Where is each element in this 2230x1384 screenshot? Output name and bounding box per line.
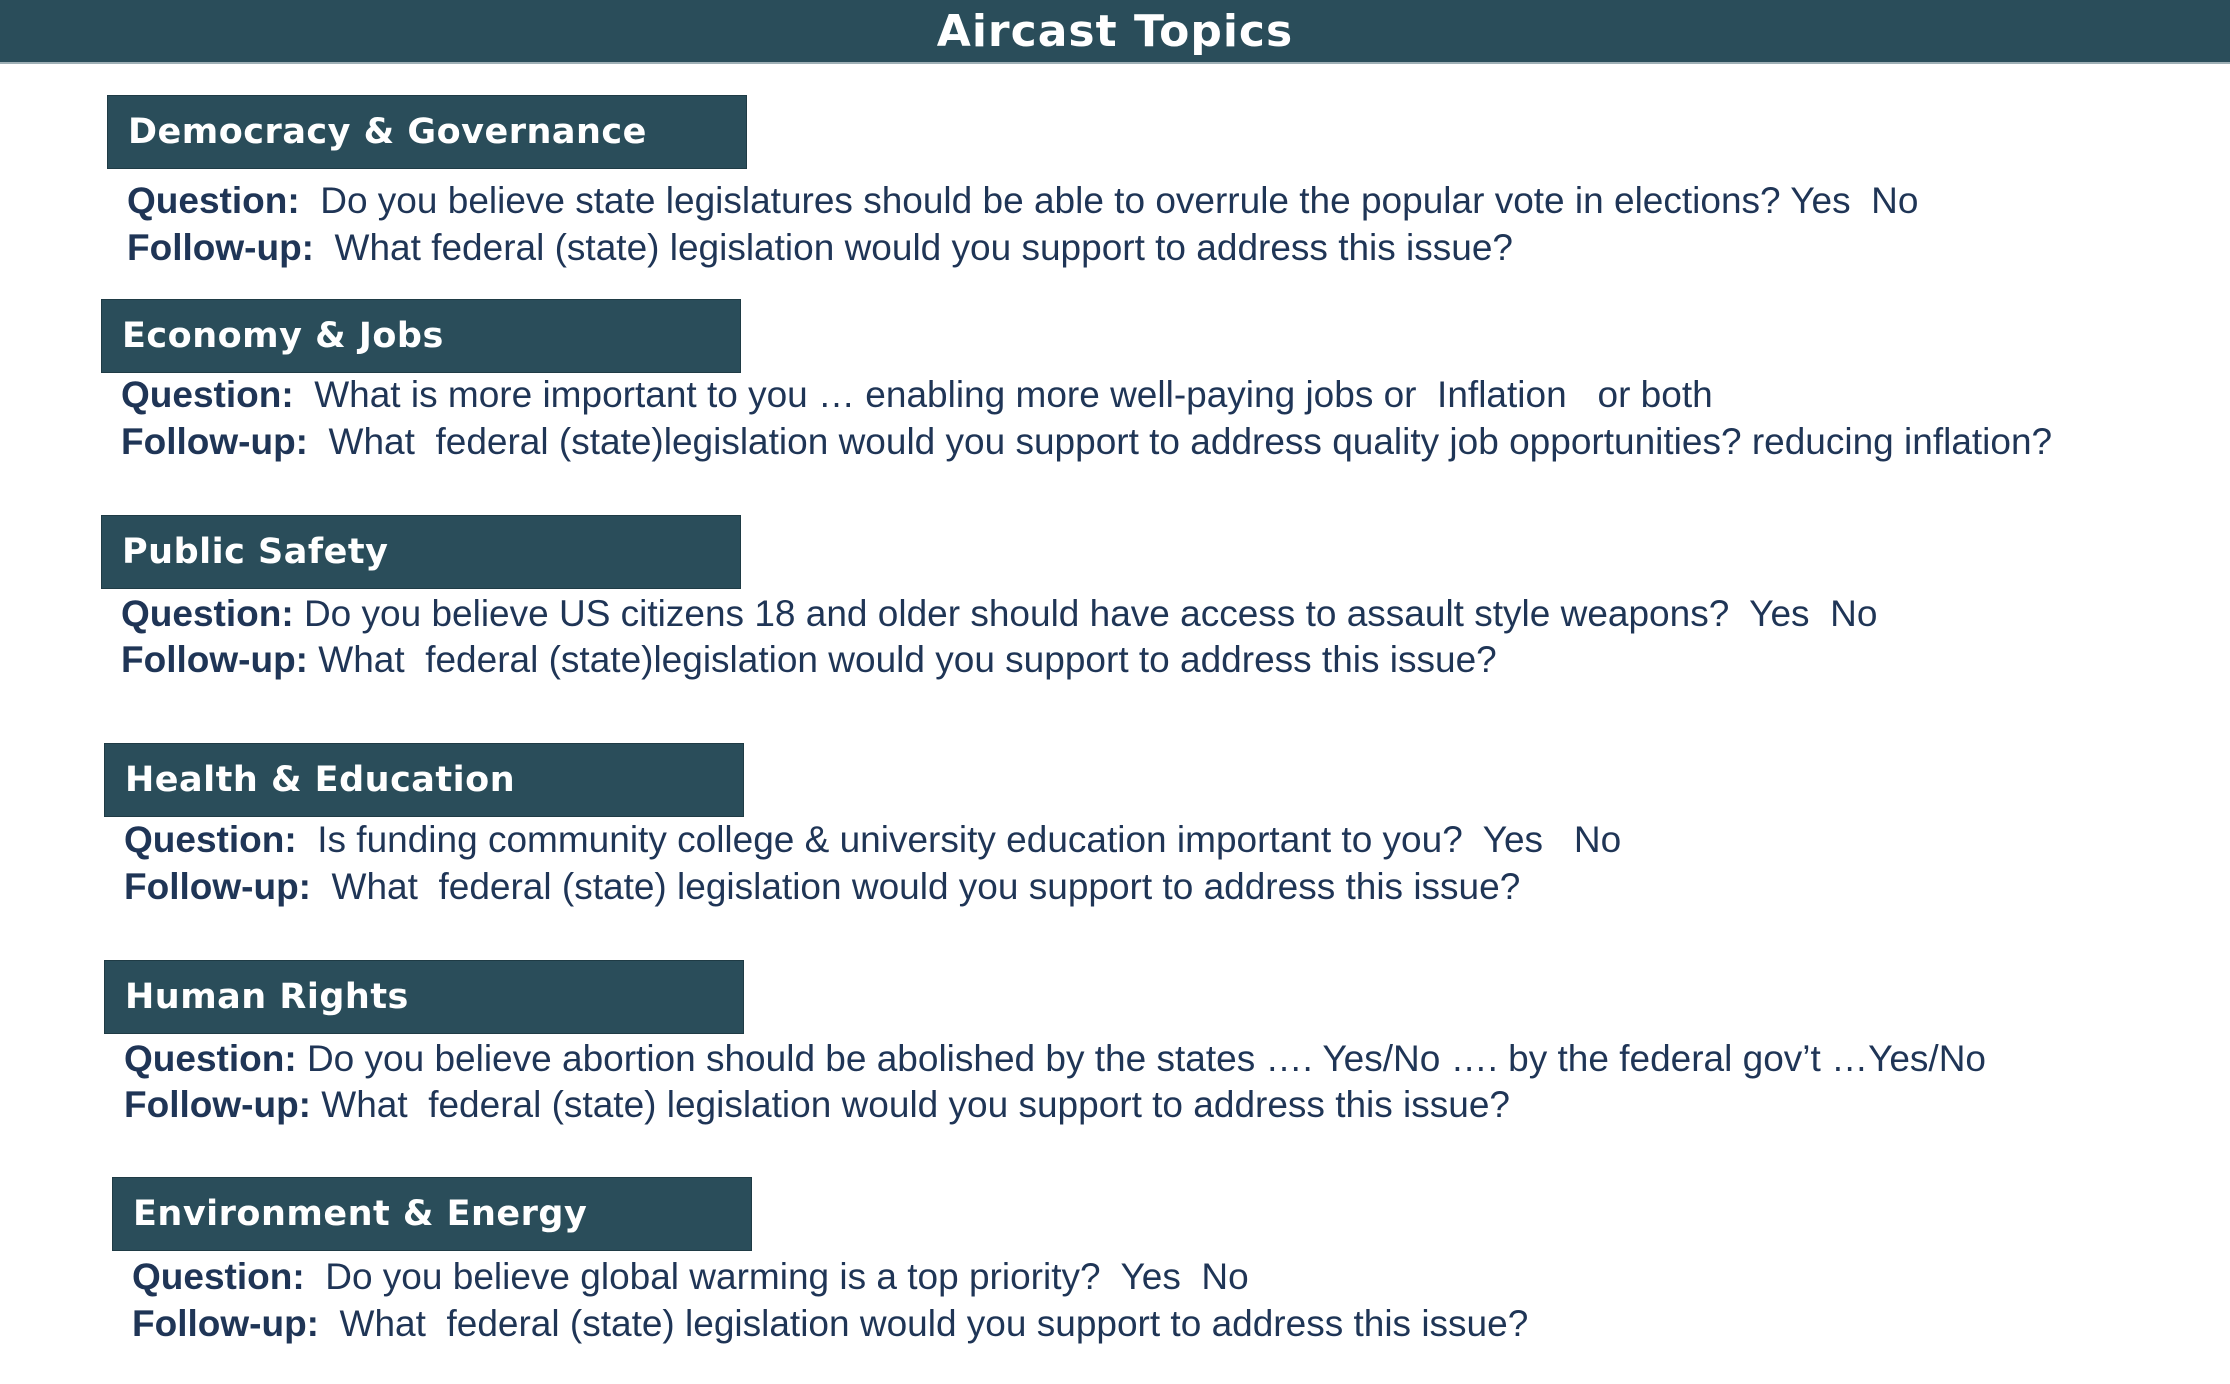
topic-header — [112, 1177, 752, 1251]
question-text: Is funding community college & university education important to you? Yes No — [296, 819, 1622, 860]
topic-heading: Environment & Energy — [133, 1194, 588, 1234]
topic-section-health-education — [104, 743, 744, 817]
topic-section-human-rights — [104, 960, 744, 1034]
followup-label: Follow-up: — [124, 866, 311, 907]
question-label: Question: — [124, 819, 297, 860]
question-text: What is more important to you … enabling more well-paying jobs or Inflation or both — [293, 374, 1713, 415]
followup-line — [121, 420, 2052, 464]
question-line — [124, 818, 1621, 862]
question-label: Question: — [124, 1038, 297, 1079]
followup-line — [124, 865, 1520, 909]
topic-header — [101, 515, 741, 589]
question-label: Question: — [121, 593, 294, 634]
followup-text: What federal (state) legislation would you support to address this issue? — [319, 1303, 1529, 1344]
followup-text: What federal (state) legislation would you support to address this issue? — [311, 1084, 1511, 1125]
question-line — [127, 179, 1918, 223]
question-label: Question: — [121, 374, 294, 415]
question-text: Do you believe global warming is a top priority? Yes No — [304, 1256, 1249, 1297]
page-title: Aircast Topics — [936, 5, 1294, 57]
followup-line — [124, 1083, 1510, 1127]
question-text: Do you believe state legislatures should be able to overrule the popular vote in elections? Yes No — [299, 180, 1919, 221]
followup-text: What federal (state)legislation would you support to address quality job opportunities? reducing inflation? — [308, 421, 2053, 462]
topic-heading: Health & Education — [125, 760, 516, 800]
question-line — [132, 1255, 1249, 1299]
question-line — [121, 592, 1877, 636]
question-label: Question: — [127, 180, 300, 221]
topic-heading: Public Safety — [122, 532, 389, 572]
topic-heading: Democracy & Governance — [128, 112, 647, 152]
topic-section-public-safety — [101, 515, 741, 589]
question-line — [121, 373, 1713, 417]
topic-header — [104, 960, 744, 1034]
followup-line — [132, 1302, 1528, 1346]
followup-text: What federal (state)legislation would you support to address this issue? — [308, 639, 1497, 680]
followup-label: Follow-up: — [121, 421, 308, 462]
question-text: Do you believe US citizens 18 and older should have access to assault style weapons? Yes No — [293, 593, 1878, 634]
topic-heading: Human Rights — [125, 977, 409, 1017]
topic-header — [107, 95, 747, 169]
followup-line — [121, 638, 1497, 682]
followup-label: Follow-up: — [124, 1084, 311, 1125]
followup-text: What federal (state) legislation would you support to address this issue? — [311, 866, 1521, 907]
followup-label: Follow-up: — [127, 227, 314, 268]
question-label: Question: — [132, 1256, 305, 1297]
question-line — [124, 1037, 1986, 1081]
topic-header — [104, 743, 744, 817]
followup-label: Follow-up: — [121, 639, 308, 680]
followup-line — [127, 226, 1513, 270]
topic-section-environment-energy — [112, 1177, 752, 1251]
topic-section-economy-jobs — [101, 299, 741, 373]
question-text: Do you believe abortion should be abolished by the states …. Yes/No …. by the federal gov’t …Yes/No — [296, 1038, 1987, 1079]
topic-section-democracy-governance — [107, 95, 747, 169]
topic-heading: Economy & Jobs — [122, 316, 444, 356]
topic-header — [101, 299, 741, 373]
title-banner — [0, 0, 2230, 64]
followup-label: Follow-up: — [132, 1303, 319, 1344]
followup-text: What federal (state) legislation would you support to address this issue? — [314, 227, 1514, 268]
